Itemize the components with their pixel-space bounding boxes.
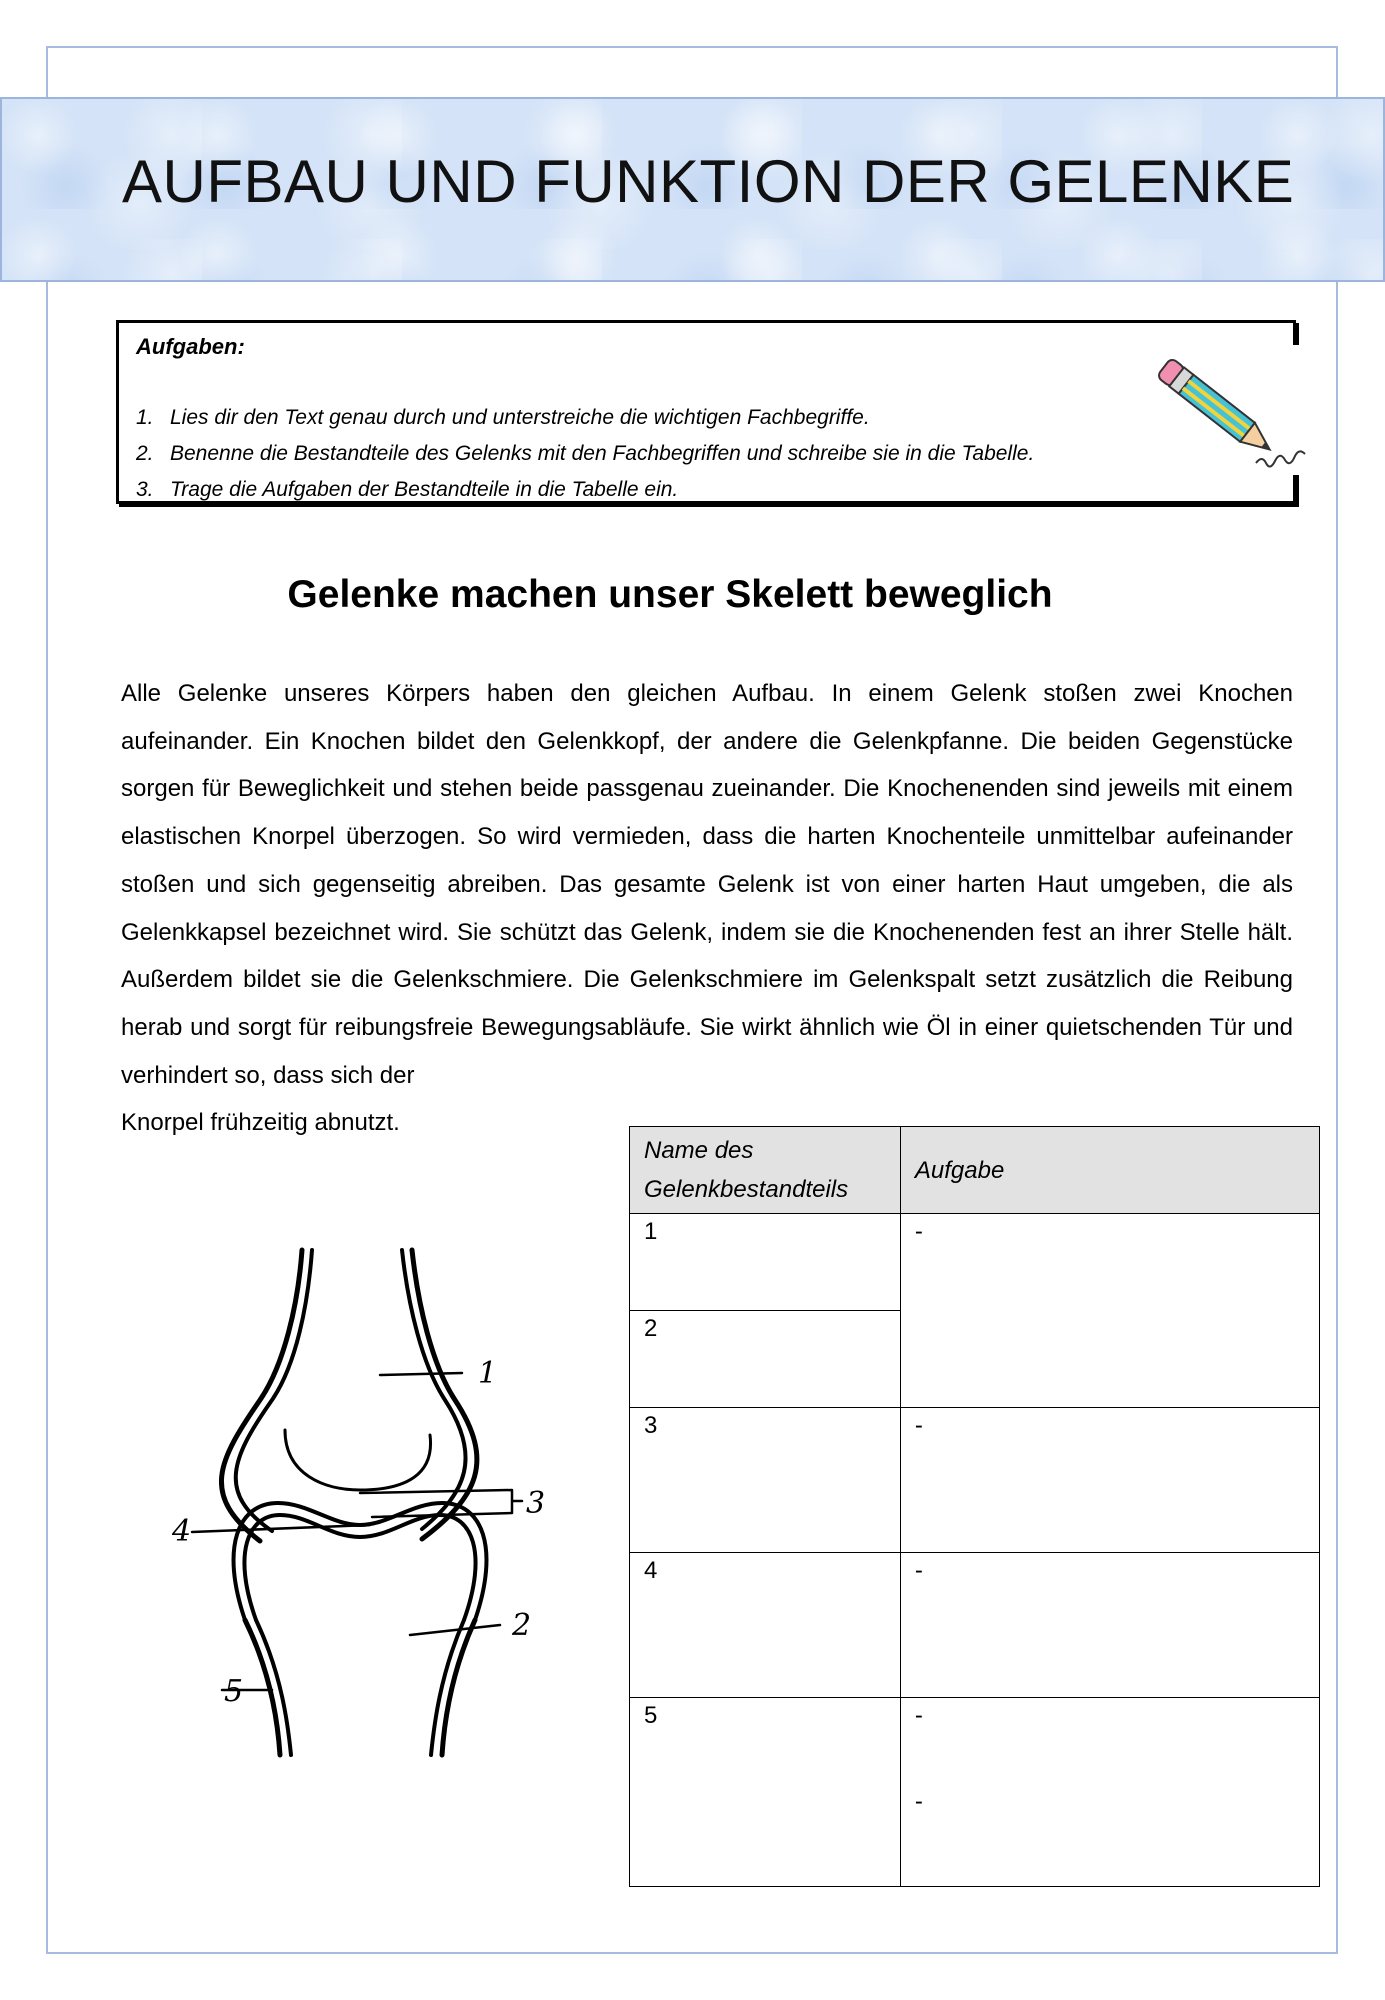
- part-task-cell-1[interactable]: [900, 1214, 1319, 1408]
- upper-bone-outline: [236, 1250, 312, 1531]
- body-text: Alle Gelenke unseres Körpers haben den gleichen Aufbau. In einem Gelenk stoßen zwei Knochen aufeinander. Ein Knochen bildet den Gelenkkopf, der andere die Gelenkpfanne. Die beiden Gegenstücke sorgen für Beweglichkeit und stehen beide passgenau zueinander. Die Knochenenden sind jeweils mit einem elastischen Knorpel überzogen. So wird vermieden, dass die harten Knochenteile unmittelbar aufeinander stoßen und sich gegenseitig abreiben. Das gesamte Gelenk ist von einer harten Haut umgeben, die als Gelenkkapsel bezeichnet wird. Sie schützt das Gelenk, indem sie die Knochenenden fest an ihrer Stelle hält. Außerdem bildet sie die Gelenkschmiere. Die Gelenkschmiere im Gelenkspalt setzt zusätzlich die Reibung herab und sorgt für reibungsfreie Bewegungsabläufe. Sie wirkt ähnlich wie Öl in einer quietschenden Tür und verhindert so, dass sich der: [121, 680, 1293, 1089]
- part-task-cell-5[interactable]: [900, 1698, 1319, 1887]
- part-task-cell-4[interactable]: [900, 1553, 1319, 1698]
- task-dash: -: [914, 1412, 923, 1439]
- task-dash: -: [914, 1702, 923, 1729]
- row-number: 5: [644, 1702, 658, 1729]
- task-dash: -: [914, 1218, 923, 1245]
- header-name-line2: Gelenkbestandteils: [644, 1176, 849, 1203]
- lower-bone-outline: [431, 1620, 464, 1755]
- task-list: [136, 400, 1034, 508]
- lower-bone-outline: [244, 1515, 475, 1620]
- upper-bone-outline: [402, 1250, 466, 1529]
- lower-bone-outline: [442, 1620, 475, 1755]
- task-number: 2.: [136, 442, 154, 465]
- part-name-cell-3[interactable]: [630, 1408, 901, 1553]
- leader-line-2: [410, 1625, 500, 1635]
- task-text: Lies dir den Text genau durch und unterstreiche die wichtigen Fachbegriffe.: [170, 406, 870, 429]
- section-heading: Gelenke machen unser Skelett beweglich: [287, 573, 1053, 616]
- diagram-label-2: 2: [512, 1608, 532, 1643]
- task-item: [136, 436, 1034, 472]
- table-row: [630, 1408, 1320, 1553]
- part-task-cell-3[interactable]: [900, 1408, 1319, 1553]
- part-name-cell-2[interactable]: [630, 1311, 901, 1408]
- page-title: AUFBAU UND FUNKTION DER GELENKE: [122, 148, 1295, 215]
- leader-line-1: [380, 1373, 462, 1375]
- column-header-task: Aufgabe: [900, 1127, 1319, 1214]
- task-item: [136, 472, 1034, 508]
- row-number: 1: [644, 1218, 658, 1245]
- diagram-label-1: 1: [478, 1356, 498, 1391]
- task-text: Trage die Aufgaben der Bestandteile in die Tabelle ein.: [170, 478, 679, 501]
- column-header-name: [630, 1127, 901, 1214]
- upper-bone-outline: [412, 1250, 477, 1539]
- pencil-icon: [1146, 345, 1316, 475]
- task-dash: -: [914, 1557, 923, 1584]
- lower-bone-outline: [245, 1620, 280, 1755]
- lower-bone-outline: [234, 1503, 487, 1620]
- part-name-cell-4[interactable]: [630, 1553, 901, 1698]
- row-number: 2: [644, 1315, 658, 1342]
- upper-bone-outline: [221, 1250, 302, 1541]
- parts-table: [629, 1126, 1320, 1887]
- table-row: [630, 1698, 1320, 1887]
- table-header-row: [630, 1127, 1320, 1214]
- cartilage-upper: [285, 1430, 431, 1490]
- diagram-label-3: 3: [526, 1486, 546, 1521]
- body-paragraph: [121, 670, 1293, 1147]
- task-text: Benenne die Bestandteile des Gelenks mit den Fachbegriffen und schreibe sie in die Tabelle.: [170, 442, 1035, 465]
- task-number: 3.: [136, 478, 154, 501]
- task-heading: Aufgaben:: [136, 334, 245, 359]
- diagram-label-5: 5: [224, 1674, 244, 1709]
- part-name-cell-1[interactable]: [630, 1214, 901, 1311]
- table-row: [630, 1214, 1320, 1311]
- part-name-cell-5[interactable]: [630, 1698, 901, 1887]
- task-item: [136, 400, 1034, 436]
- joint-diagram: [160, 1235, 580, 1765]
- body-text-last-line: Knorpel frühzeitig abnutzt.: [121, 1109, 400, 1137]
- task-number: 1.: [136, 406, 154, 429]
- diagram-label-4: 4: [172, 1514, 192, 1549]
- row-number: 3: [644, 1412, 658, 1439]
- lower-bone-outline: [256, 1620, 291, 1755]
- row-number: 4: [644, 1557, 658, 1584]
- leader-line-4: [192, 1525, 370, 1532]
- table-row: [630, 1553, 1320, 1698]
- task-dash: -: [914, 1788, 923, 1815]
- header-name-line1: Name des: [644, 1137, 754, 1164]
